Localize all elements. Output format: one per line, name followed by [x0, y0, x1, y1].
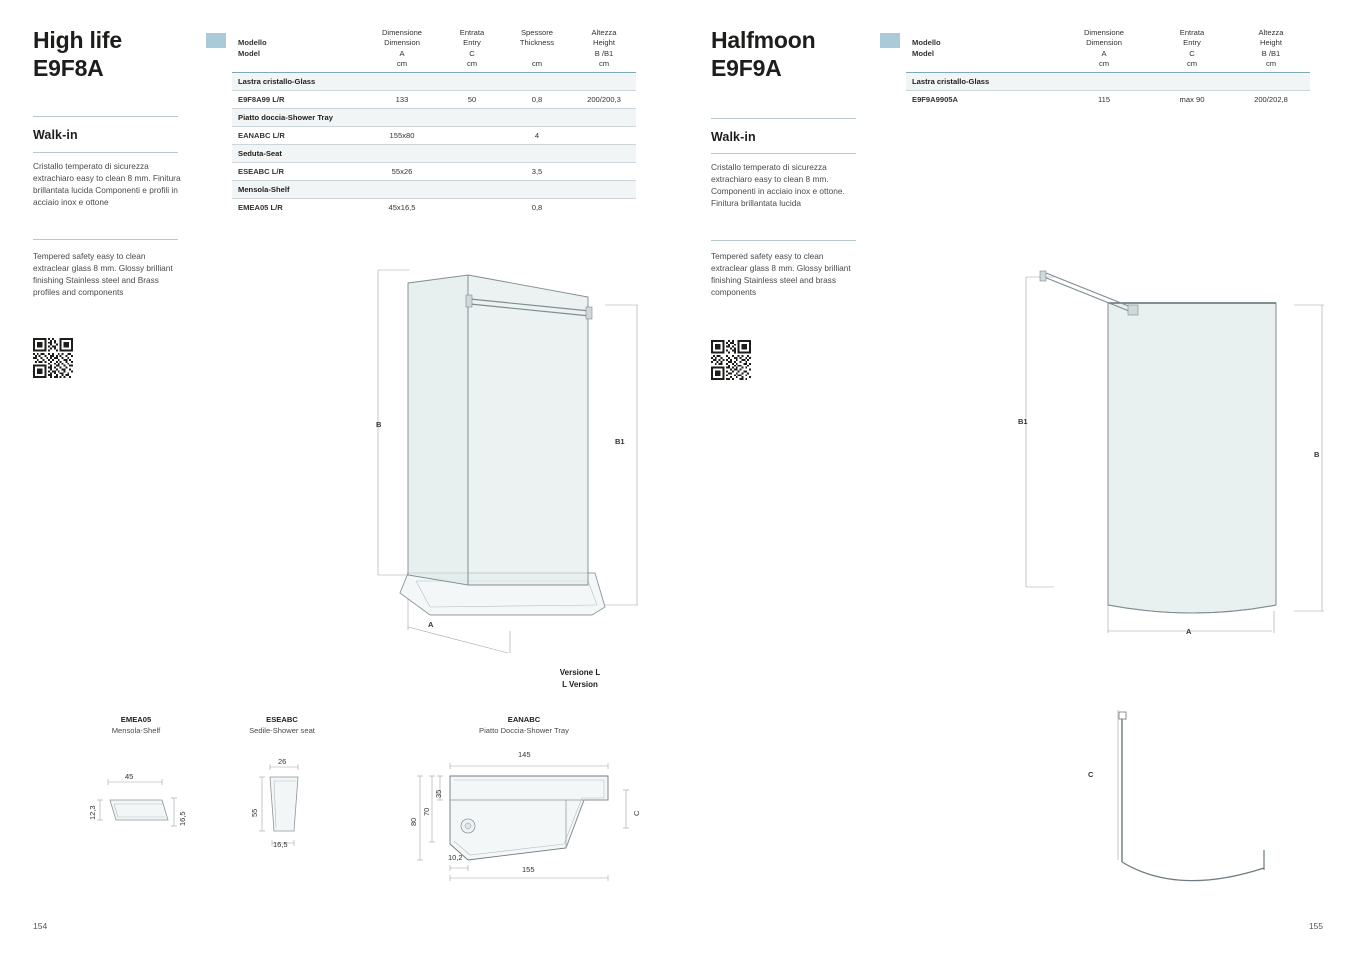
- table-section-row: Lastra cristallo-Glass: [906, 73, 1310, 91]
- qr-code[interactable]: [33, 338, 73, 378]
- detail-dim-top: 145: [518, 750, 531, 759]
- table-section-row: Lastra cristallo-Glass: [232, 73, 636, 91]
- col-header-entry: Entrata Entry C cm: [1152, 28, 1232, 73]
- dimension-label-a: A: [1186, 627, 1192, 636]
- accent-square: [880, 33, 900, 48]
- detail-caption-mensola: EMEA05 Mensola-Shelf: [111, 715, 161, 735]
- left-title-block: [33, 26, 122, 82]
- col-header-dimension: Dimensione Dimension A cm: [1056, 28, 1152, 73]
- detail-drawing-mensola: [78, 770, 198, 845]
- right-title-block: [711, 26, 815, 82]
- dimension-label-b1: B1: [615, 437, 625, 446]
- table-row: E9F8A99 L/R 133 50 0,8 200/200,3: [232, 91, 636, 109]
- divider-mid: [33, 152, 178, 153]
- version-note: Versione L L Version: [559, 668, 601, 689]
- col-header-thickness: Spessore Thickness cm: [502, 28, 572, 73]
- table-section-row: Seduta-Seat: [232, 145, 636, 163]
- accent-square: [206, 33, 226, 48]
- detail-dim-left: 12,3: [88, 805, 97, 820]
- detail-dim-c: C: [632, 810, 641, 816]
- detail-drawing-piatto: [406, 748, 641, 893]
- table-row: EANABC L/R 155x80 4: [232, 127, 636, 145]
- description-en: Tempered safety easy to clean extraclear glass 8 mm. Glossy brilliant finishing Stainless steel and brass components: [711, 251, 851, 298]
- page-number-left: 154: [33, 921, 48, 931]
- description-it: Cristallo temperato di sicurezza extrachiaro easy to clean 8 mm. Finitura brillantata lucida Componenti e profili in acciaio inox e ottone: [33, 161, 181, 208]
- page-title: Halfmoon: [711, 27, 816, 53]
- detail-dim-top: 45: [125, 772, 134, 781]
- description-en: Tempered safety easy to clean extraclear glass 8 mm. Glossy brilliant finishing Stainless steel and Brass profiles and components: [33, 251, 173, 298]
- col-header-height: Altezza Height B /B1 cm: [572, 28, 636, 73]
- page-title-code: E9F8A: [33, 55, 104, 82]
- dimension-label-a: A: [428, 620, 434, 629]
- detail-dim-left: 55: [250, 808, 259, 817]
- divider-mid: [711, 153, 856, 154]
- qr-code[interactable]: [711, 340, 751, 380]
- table-row: ESEABC L/R 55x26 3,5: [232, 163, 636, 181]
- divider-lang: [711, 240, 856, 241]
- dimension-label-b1: B1: [1018, 417, 1028, 426]
- spec-table-right: [906, 28, 1310, 108]
- detail-dim-bottom: 16,5: [273, 840, 288, 849]
- dimension-label-b: B: [1314, 450, 1320, 459]
- table-section-row: Mensola-Shelf: [232, 181, 636, 199]
- product-drawing-highlife: [360, 255, 660, 680]
- dimension-label-c: C: [1088, 770, 1094, 779]
- right-page: [678, 0, 1356, 959]
- col-header-model: Modello Model: [232, 28, 362, 73]
- detail-drawing-sedile: [240, 755, 330, 860]
- col-header-dimension: Dimensione Dimension A cm: [362, 28, 442, 73]
- detail-caption-piatto: EANABC Piatto Doccia-Shower Tray: [479, 715, 569, 735]
- table-section-row: Piatto doccia-Shower Tray: [232, 109, 636, 127]
- divider-top: [33, 116, 178, 117]
- col-header-model: Modello Model: [906, 28, 1056, 73]
- table-row: E9F9A9905A 115 max 90 200/202,8: [906, 91, 1310, 109]
- col-header-entry: Entrata Entry C cm: [442, 28, 502, 73]
- detail-dim-155: 155: [522, 865, 535, 874]
- detail-dim-top: 26: [278, 757, 287, 766]
- page-title: High life: [33, 27, 122, 53]
- detail-caption-sedile: ESEABC Sedile-Shower seat: [249, 715, 315, 735]
- description-it: Cristallo temperato di sicurezza extrachiaro easy to clean 8 mm. Componenti in acciaio inox e ottone. Finitura brillantata lucida: [711, 162, 845, 209]
- product-drawing-halfmoon: [1008, 255, 1338, 660]
- detail-dim-102: 10,2: [448, 853, 463, 862]
- divider-top: [711, 118, 856, 119]
- dimension-label-b: B: [376, 420, 382, 429]
- detail-dim-70: 70: [422, 807, 431, 816]
- plan-drawing-halfmoon: [1078, 700, 1318, 905]
- table-row: EMEA05 L/R 45x16,5 0,8: [232, 199, 636, 217]
- col-header-height: Altezza Height B /B1 cm: [1232, 28, 1310, 73]
- product-type: Walk-in: [33, 128, 78, 142]
- detail-dim-80: 80: [409, 817, 418, 826]
- page-number-right: 155: [1308, 921, 1323, 931]
- detail-dim-35: 35: [434, 789, 443, 798]
- page-title-code: E9F9A: [711, 55, 782, 82]
- product-type: Walk-in: [711, 130, 756, 144]
- spec-table-left: [232, 28, 636, 216]
- detail-dim-right: 16,5: [178, 811, 187, 826]
- divider-lang: [33, 239, 178, 240]
